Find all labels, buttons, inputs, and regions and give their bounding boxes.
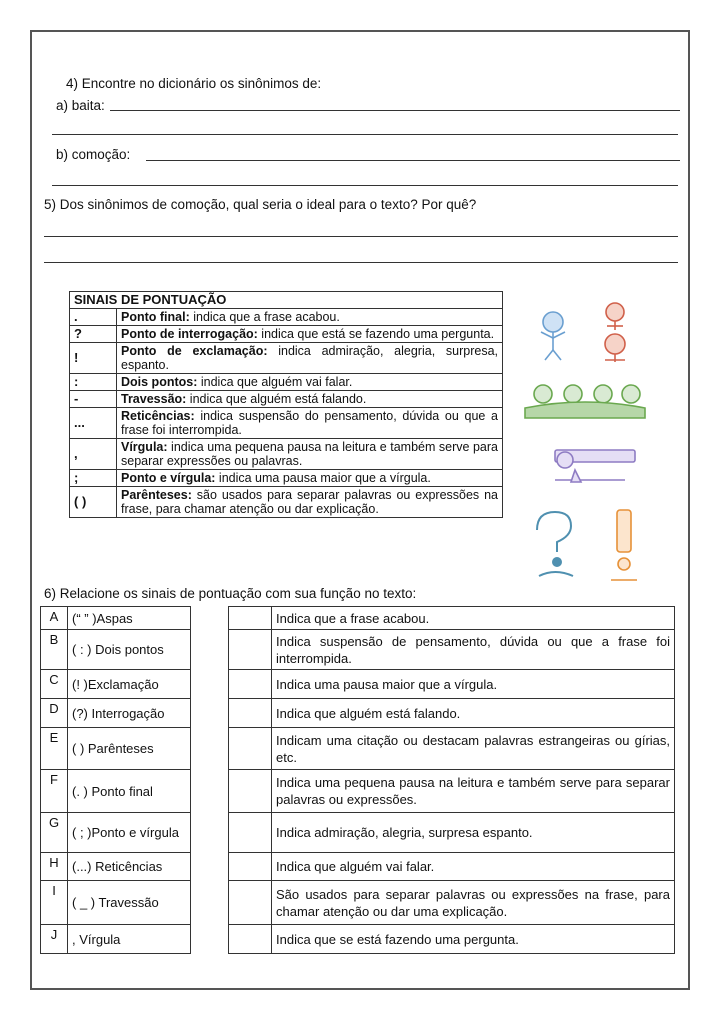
table-desc: são usados para separar palavras ou expressões na frase, para chamar atenção ou dar explicação. xyxy=(121,488,498,516)
table-row xyxy=(229,728,675,770)
table-row xyxy=(41,881,191,925)
table-row xyxy=(229,630,675,670)
answer-blank[interactable] xyxy=(229,728,272,770)
option-letter: E xyxy=(41,728,68,770)
option-letter: B xyxy=(41,630,68,670)
table-term: Reticências: xyxy=(121,409,195,423)
table-desc: indica que a frase acabou. xyxy=(189,310,340,324)
table-desc: indica que alguém está falando. xyxy=(186,392,367,406)
table-desc: indica admiração, alegria, surpresa, espanto. xyxy=(121,344,498,372)
answer-blank[interactable] xyxy=(229,670,272,699)
table-desc: indica que está se fazendo uma pergunta. xyxy=(257,327,495,341)
q5-answer-line-2[interactable] xyxy=(44,262,678,263)
function-text: Indica admiração, alegria, surpresa espanto. xyxy=(272,813,675,853)
question-mark-character-icon xyxy=(537,512,573,576)
table-term: Dois pontos: xyxy=(121,375,198,389)
table-term: Vírgula: xyxy=(121,440,168,454)
punctuation-options-table xyxy=(40,606,191,954)
q5-title: 5) Dos sinônimos de comoção, qual seria o ideal para o texto? Por quê? xyxy=(44,197,477,212)
table-row xyxy=(41,853,191,881)
table-term: Ponto de interrogação: xyxy=(121,327,258,341)
table-desc: indica suspensão do pensamento, dúvida ou que a frase foi interrompida. xyxy=(121,409,498,437)
function-text: Indica uma pequena pausa na leitura e também serve para separar palavras ou expressões. xyxy=(272,770,675,813)
option-letter: A xyxy=(41,607,68,630)
table-row xyxy=(229,670,675,699)
table-row xyxy=(229,853,675,881)
table-term: Parênteses: xyxy=(121,488,192,502)
table-row xyxy=(229,925,675,954)
option-label: ( _ ) Travessão xyxy=(68,881,191,925)
function-text: Indica que se está fazendo uma pergunta. xyxy=(272,925,675,954)
option-label: ( ) Parênteses xyxy=(68,728,191,770)
table-desc: indica uma pequena pausa na leitura e também serve para separar expressões ou palavras. xyxy=(121,440,498,468)
table-symbol: ! xyxy=(70,343,117,374)
q4-b-answer-line[interactable] xyxy=(146,160,680,161)
option-letter: F xyxy=(41,770,68,813)
table-row xyxy=(70,309,503,326)
table-symbol: ? xyxy=(70,326,117,343)
q6-title: 6) Relacione os sinais de pontuação com sua função no texto: xyxy=(44,586,417,601)
q4-a-answer-line-2[interactable] xyxy=(52,134,678,135)
period-character-icon xyxy=(541,312,565,360)
function-text: Indica que alguém vai falar. xyxy=(272,853,675,881)
answer-blank[interactable] xyxy=(229,881,272,925)
answer-blank[interactable] xyxy=(229,770,272,813)
table-row xyxy=(41,770,191,813)
table-row xyxy=(41,925,191,954)
answer-blank[interactable] xyxy=(229,630,272,670)
table-row xyxy=(41,813,191,853)
punctuation-reference-table xyxy=(69,291,503,518)
function-text: Indica suspensão de pensamento, dúvida ou que a frase foi interrompida. xyxy=(272,630,675,670)
table-row xyxy=(41,728,191,770)
option-label: (...) Reticências xyxy=(68,853,191,881)
table-symbol: ( ) xyxy=(70,487,117,518)
q4-title: 4) Encontre no dicionário os sinônimos de: xyxy=(66,76,322,91)
function-text: Indica que alguém está falando. xyxy=(272,699,675,728)
function-text: Indicam uma citação ou destacam palavras estrangeiras ou gírias, etc. xyxy=(272,728,675,770)
dash-character-icon xyxy=(555,450,635,482)
option-letter: D xyxy=(41,699,68,728)
table-row xyxy=(229,881,675,925)
function-text: Indica uma pausa maior que a vírgula. xyxy=(272,670,675,699)
table-symbol: , xyxy=(70,439,117,470)
table-row xyxy=(70,487,503,518)
option-label: ( ; )Ponto e vírgula xyxy=(68,813,191,853)
option-label: (“ ” )Aspas xyxy=(68,607,191,630)
exclamation-character-icon xyxy=(611,510,637,580)
answer-blank[interactable] xyxy=(229,813,272,853)
table-row xyxy=(41,670,191,699)
table-term: Ponto de exclamação: xyxy=(121,344,268,358)
table-row xyxy=(70,326,503,343)
colon-character-icon xyxy=(605,303,625,362)
table-symbol: : xyxy=(70,374,117,391)
function-text: Indica que a frase acabou. xyxy=(272,607,675,630)
answer-blank[interactable] xyxy=(229,699,272,728)
table-row xyxy=(70,343,503,374)
table-term: Ponto e vírgula: xyxy=(121,471,216,485)
table-symbol: ... xyxy=(70,408,117,439)
q4-a-answer-line[interactable] xyxy=(110,110,680,111)
table-row xyxy=(70,391,503,408)
answer-blank[interactable] xyxy=(229,925,272,954)
table-symbol: . xyxy=(70,309,117,326)
option-letter: J xyxy=(41,925,68,954)
table-term: Ponto final: xyxy=(121,310,190,324)
option-letter: I xyxy=(41,881,68,925)
table-row xyxy=(229,607,675,630)
ellipsis-characters-icon xyxy=(525,385,645,418)
table-row xyxy=(70,439,503,470)
table-desc: indica que alguém vai falar. xyxy=(197,375,353,389)
table-row xyxy=(70,408,503,439)
option-label: (! )Exclamação xyxy=(68,670,191,699)
table-term: Travessão: xyxy=(121,392,187,406)
option-label: (?) Interrogação xyxy=(68,699,191,728)
option-label: , Vírgula xyxy=(68,925,191,954)
q5-answer-line[interactable] xyxy=(44,236,678,237)
table-header-row xyxy=(70,292,503,309)
q4-a-label: a) baita: xyxy=(56,98,105,113)
table-row xyxy=(229,699,675,728)
answer-blank[interactable] xyxy=(229,853,272,881)
table-row xyxy=(229,770,675,813)
table-desc: indica uma pausa maior que a vírgula. xyxy=(215,471,431,485)
table-row xyxy=(229,813,675,853)
option-letter: G xyxy=(41,813,68,853)
q4-b-label: b) comoção: xyxy=(56,147,131,162)
q4-b-answer-line-2[interactable] xyxy=(52,185,678,186)
table-header: SINAIS DE PONTUAÇÃO xyxy=(70,292,503,309)
function-matching-table xyxy=(228,606,675,954)
table-row xyxy=(41,699,191,728)
punctuation-characters-illustration xyxy=(515,300,655,590)
table-row xyxy=(70,470,503,487)
option-label: (. ) Ponto final xyxy=(68,770,191,813)
function-text: São usados para separar palavras ou expressões na frase, para chamar atenção ou dar uma explicação. xyxy=(272,881,675,925)
table-symbol: - xyxy=(70,391,117,408)
table-row xyxy=(41,630,191,670)
option-letter: C xyxy=(41,670,68,699)
table-symbol: ; xyxy=(70,470,117,487)
table-row xyxy=(41,607,191,630)
answer-blank[interactable] xyxy=(229,607,272,630)
option-label: ( : ) Dois pontos xyxy=(68,630,191,670)
table-row xyxy=(70,374,503,391)
option-letter: H xyxy=(41,853,68,881)
